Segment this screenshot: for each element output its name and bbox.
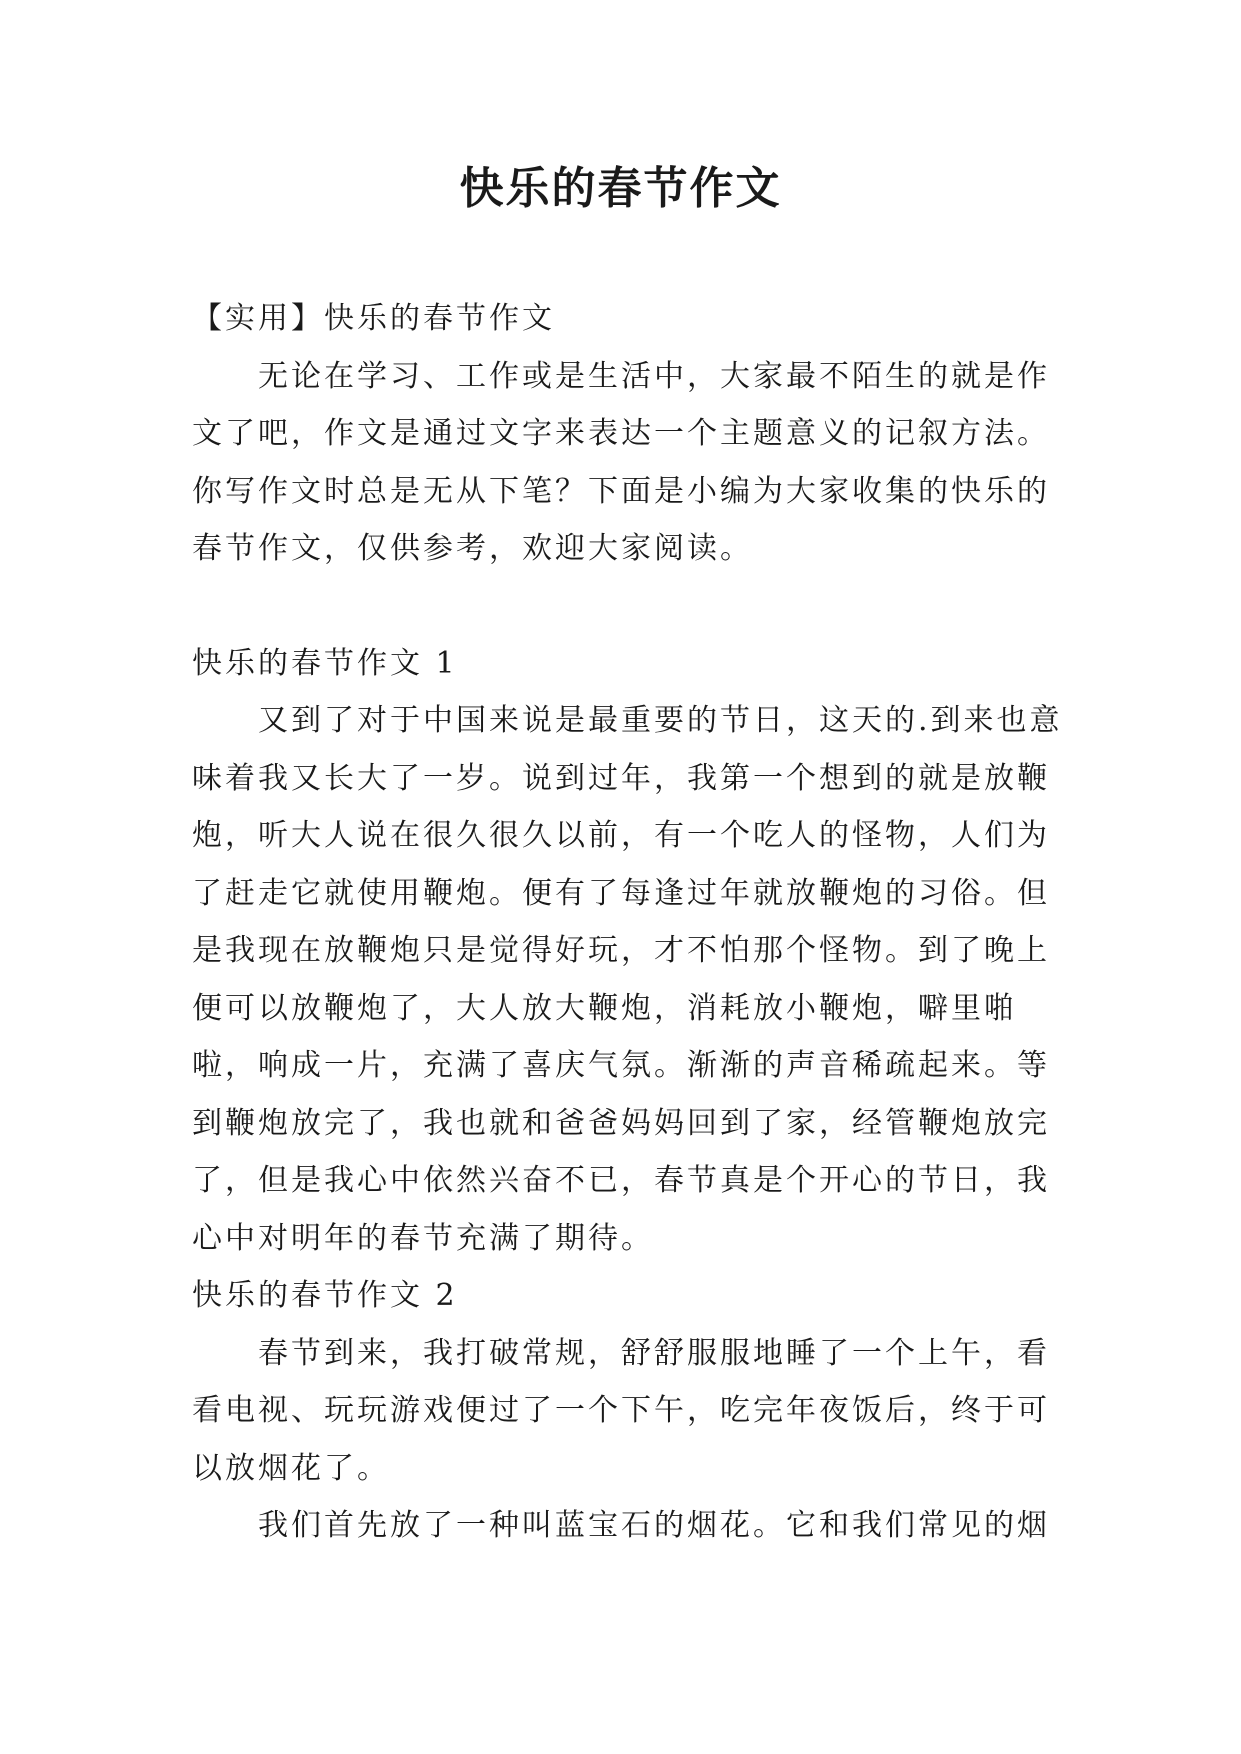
document-body xyxy=(192,290,1064,1555)
document-title: 快乐的春节作文 xyxy=(459,163,782,214)
section-2-paragraph-2: 我们首先放了一种叫蓝宝石的烟花。它和我们常见的烟 xyxy=(258,1508,1050,1543)
document-subtitle: 【实用】快乐的春节作文 xyxy=(192,301,555,336)
section-heading-1: 快乐的春节作文 1 xyxy=(192,645,458,681)
intro-paragraph: 无论在学习、工作或是生活中，大家最不陌生的就是作文了吧，作文是通过文字来表达一个主题意义的记叙方法。你写作文时总是无从下笔？下面是小编为大家收集的快乐的春节作文，仅供参考，欢迎大家阅读。 xyxy=(192,358,1050,566)
section-heading-2: 快乐的春节作文 2 xyxy=(192,1278,458,1313)
section-1-paragraph-1: 又到了对于中国来说是最重要的节日，这天的.到来也意味着我又长大了一岁。说到过年，我第一个想到的就是放鞭炮，听大人说在很久很久以前，有一个吃人的怪物，人们为了赶走它就使用鞭炮。便有了每逢过年就放鞭炮的习俗。但是我现在放鞭炮只是觉得好玩，才不怕那个怪物。到了晚上便可以放鞭炮了，大人放大鞭炮，消耗放小鞭炮，噼里啪啦，响成一片，充满了喜庆气氛。渐渐的声音稀疏起来。等到鞭炮放完了，我也就和爸爸妈妈回到了家，经管鞭炮放完了，但是我心中依然兴奋不已，春节真是个开心的节日，我心中对明年的春节充满了期待。 xyxy=(192,703,1063,1256)
section-2-paragraph-1: 春节到来，我打破常规，舒舒服服地睡了一个上午，看看电视、玩玩游戏便过了一个下午，吃完年夜饭后，终于可以放烟花了。 xyxy=(192,1335,1050,1486)
